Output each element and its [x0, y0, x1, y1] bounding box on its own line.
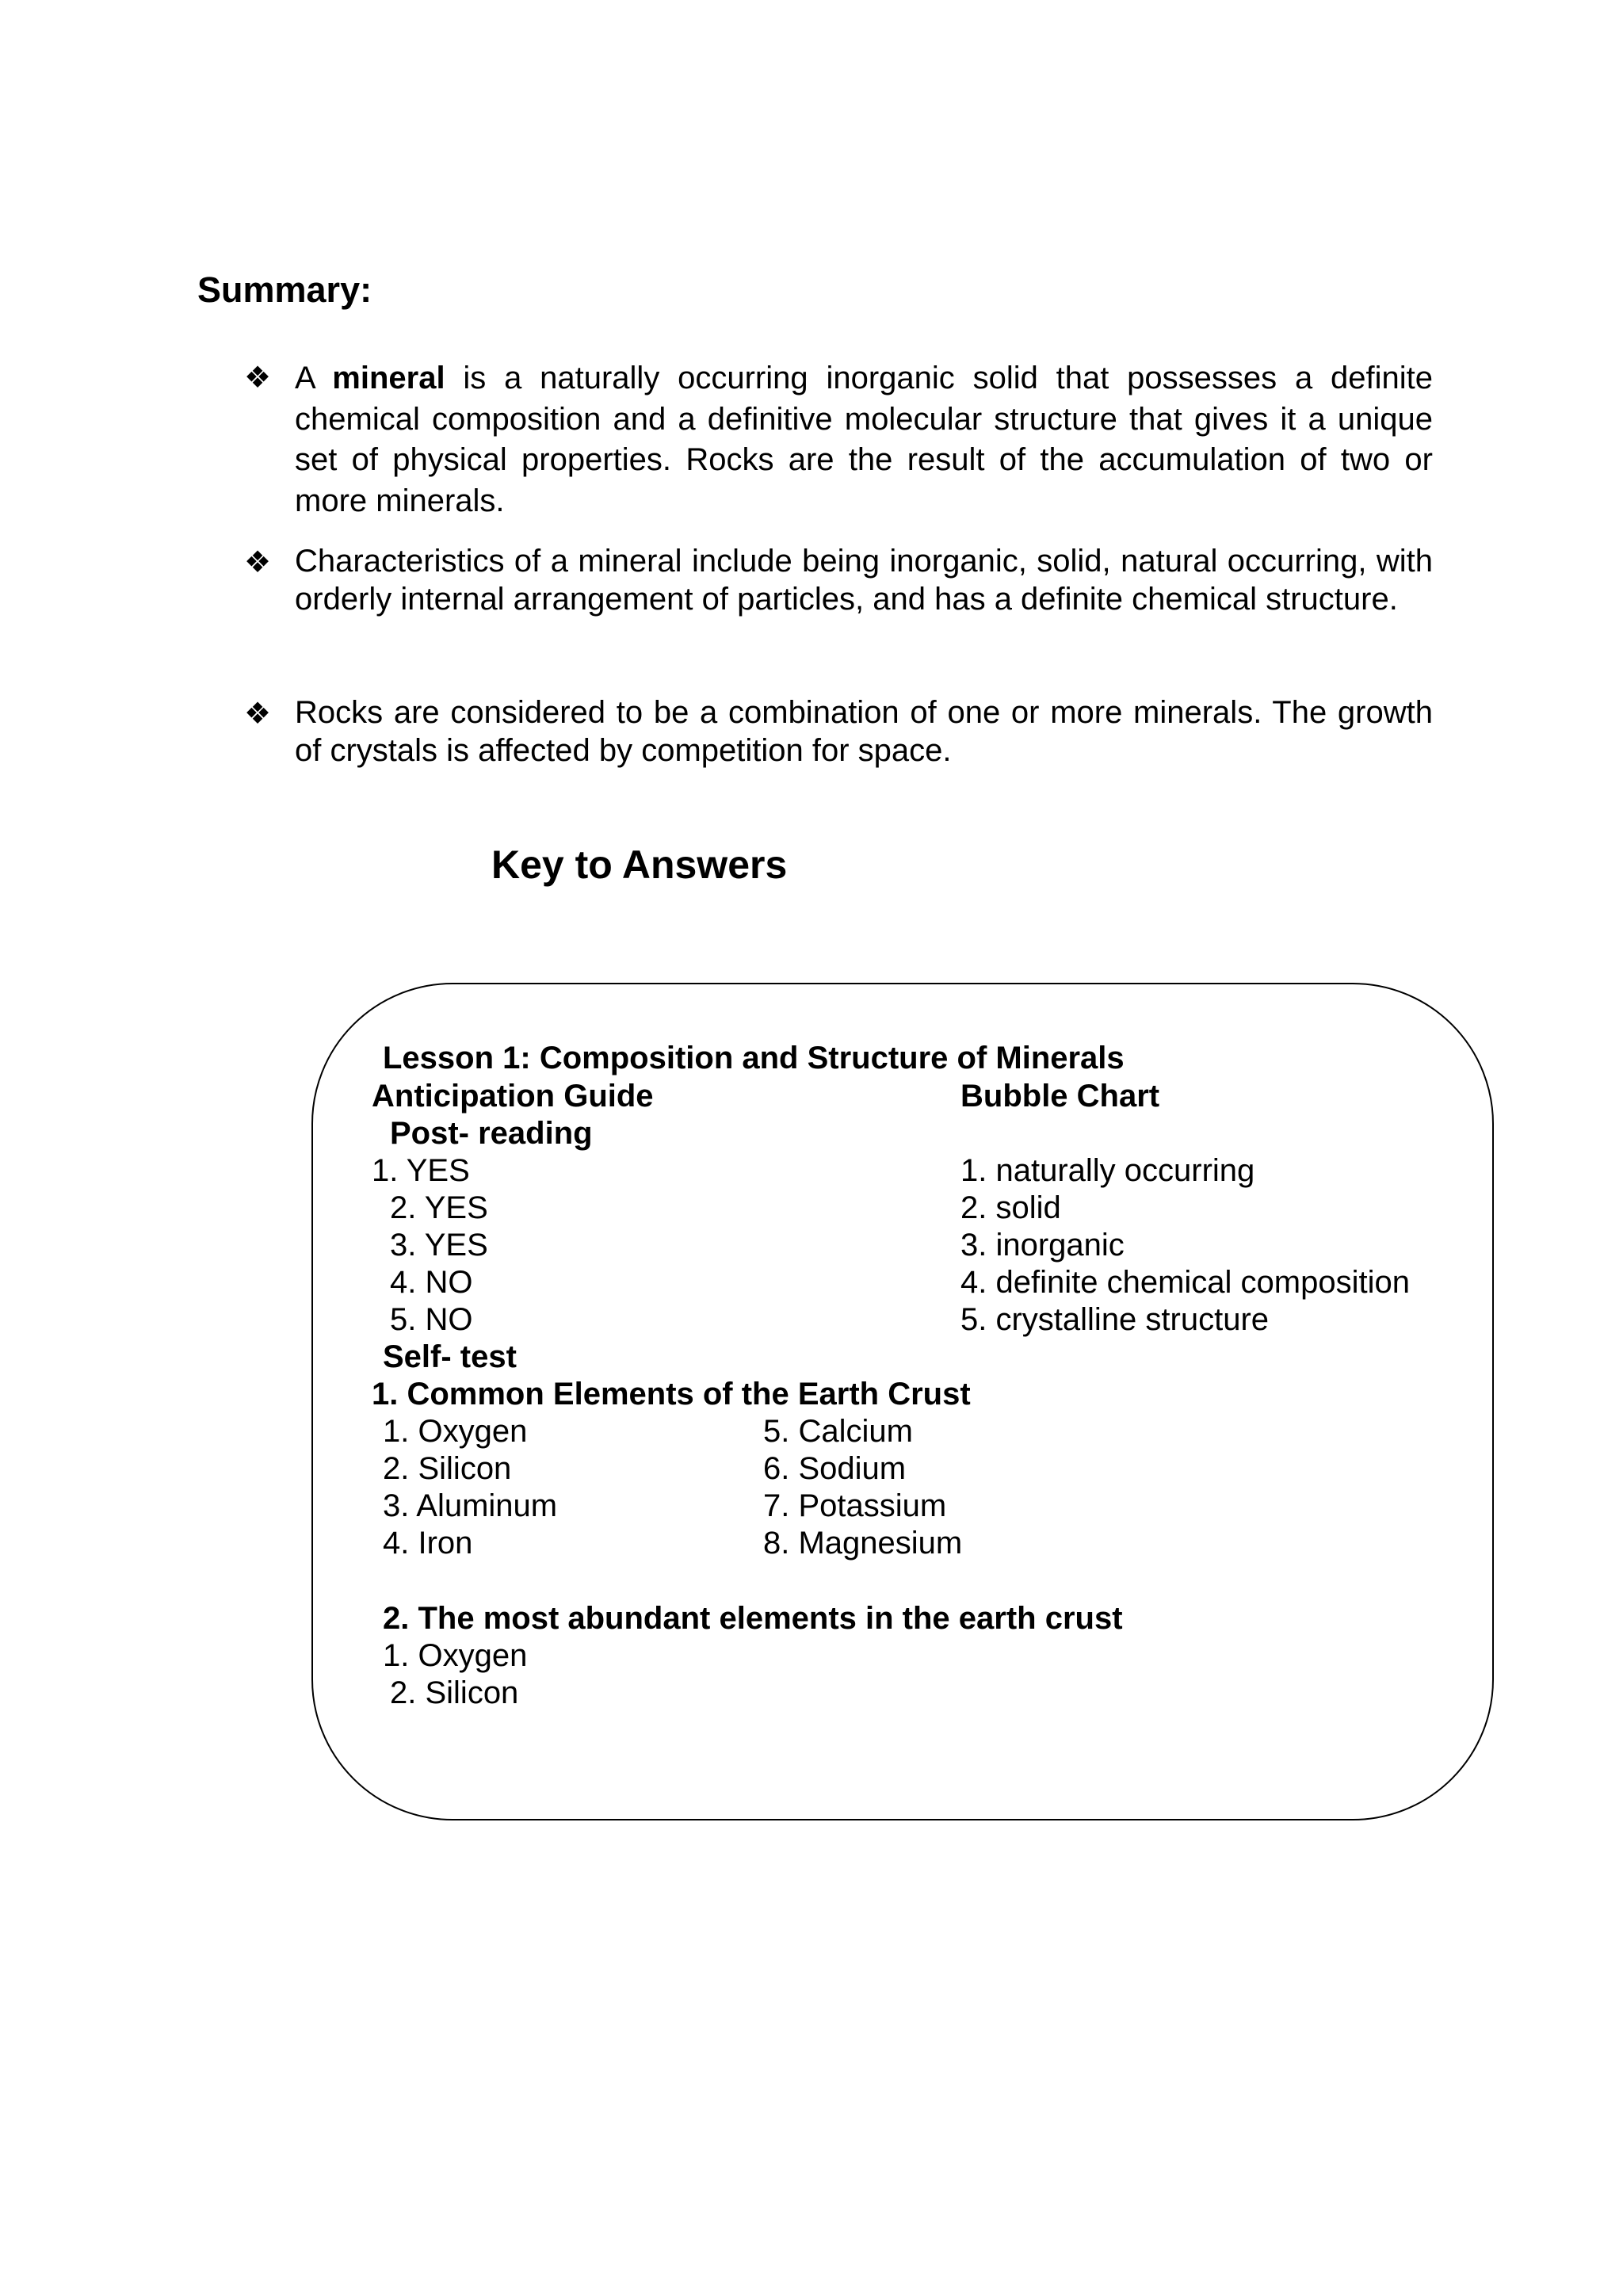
- bubble-chart-item: 1. naturally occurring: [960, 1153, 1255, 1188]
- bubble-chart-item: 5. crystalline structure: [960, 1302, 1270, 1337]
- anticipation-item: 5. NO: [390, 1302, 473, 1337]
- anticipation-guide-title: Anticipation Guide: [372, 1079, 654, 1114]
- element-item: 6. Sodium: [763, 1451, 907, 1486]
- bubble-chart-title: Bubble Chart: [960, 1079, 1160, 1114]
- lesson-title: Lesson 1: Composition and Structure of Minerals: [383, 1041, 1125, 1075]
- summary-bullet-1-text: [295, 358, 1433, 521]
- anticipation-item: 1. YES: [372, 1153, 470, 1188]
- anticipation-item: 4. NO: [390, 1265, 473, 1300]
- bullet-1-prefix: A: [295, 361, 333, 395]
- bubble-chart-item: 3. inorganic: [960, 1228, 1125, 1263]
- bullet-1-body: is a naturally occurring inorganic solid that possesses a definite chemical composition and a definitive molecular structure that gives it a unique set of physical properties. Rocks are the result of the accumulation of two or more minerals.: [295, 361, 1433, 518]
- abundant-elements-title: 2. The most abundant elements in the earth crust: [383, 1601, 1123, 1636]
- abundant-element-item: 1. Oxygen: [383, 1638, 528, 1673]
- summary-heading: Summary:: [197, 269, 372, 310]
- element-item: 5. Calcium: [763, 1414, 913, 1449]
- diamond-bullet-icon: ❖: [244, 361, 272, 395]
- summary-bullet-2-text: Characteristics of a mineral include being inorganic, solid, natural occurring, with orderly internal arrangement of particles, and has a definite chemical structure.: [295, 544, 1433, 617]
- key-to-answers-heading: Key to Answers: [491, 842, 788, 887]
- diamond-bullet-icon: ❖: [244, 697, 272, 731]
- self-test-title: Self- test: [383, 1339, 517, 1374]
- diamond-bullet-icon: ❖: [244, 546, 272, 579]
- bubble-chart-item: 2. solid: [960, 1190, 1061, 1225]
- element-item: 3. Aluminum: [383, 1488, 558, 1523]
- mineral-term: mineral: [332, 361, 445, 395]
- element-item: 7. Potassium: [763, 1488, 947, 1523]
- element-item: 4. Iron: [383, 1526, 473, 1561]
- anticipation-item: 2. YES: [390, 1190, 488, 1225]
- common-elements-title: 1. Common Elements of the Earth Crust: [372, 1377, 971, 1412]
- post-reading-subtitle: Post- reading: [390, 1116, 593, 1151]
- summary-bullet-3-text: Rocks are considered to be a combination of one or more minerals. The growth of crystals is affected by competition for space.: [295, 695, 1433, 768]
- anticipation-item: 3. YES: [390, 1228, 488, 1263]
- element-item: 1. Oxygen: [383, 1414, 528, 1449]
- bubble-chart-item: 4. definite chemical composition: [960, 1265, 1410, 1300]
- abundant-element-item: 2. Silicon: [390, 1675, 519, 1710]
- element-item: 2. Silicon: [383, 1451, 512, 1486]
- element-item: 8. Magnesium: [763, 1526, 963, 1561]
